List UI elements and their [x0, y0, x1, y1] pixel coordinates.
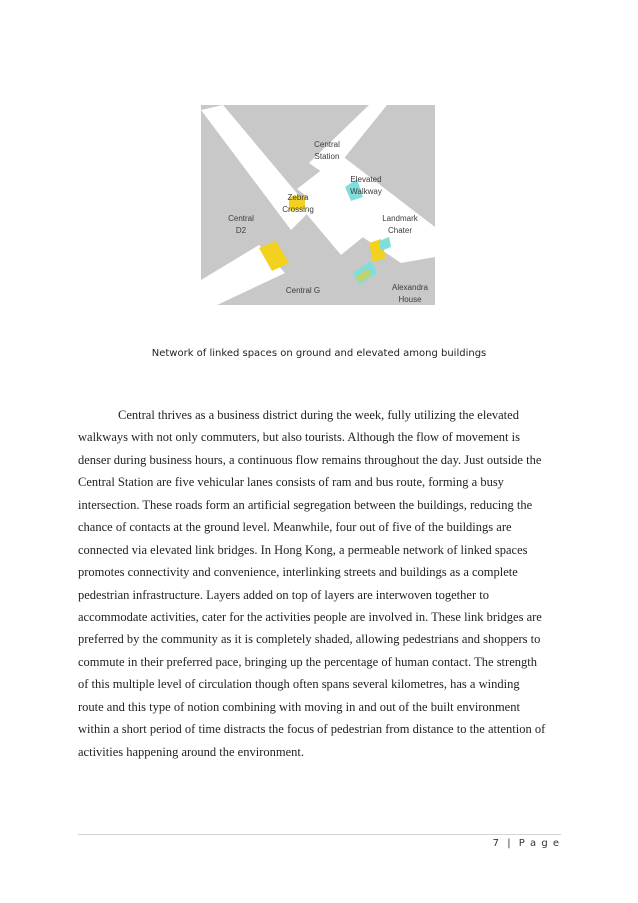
paragraph-line: commute in their preferred pace, bringing up the percentage of human contact. The strength [78, 654, 537, 669]
label-zebra-crossing [275, 192, 321, 216]
label-central-station-line1: Central [314, 140, 340, 149]
label-elevated-walkway-line2: Walkway [350, 187, 382, 196]
label-landmark-chater [377, 213, 423, 237]
paragraph-line: promotes connectivity and convenience, interlinking streets and buildings as a complete [78, 565, 518, 580]
paragraph-line: denser during business hours, a continuous flow remains throughout the day. Just outside the [78, 452, 542, 467]
label-alexandra-house [387, 282, 433, 305]
body-paragraph [78, 404, 568, 763]
paragraph-line: walkways with not only commuters, but also tourists. Although the flow of movement is [78, 430, 520, 445]
label-elevated-walkway-line1: Elevated [350, 175, 382, 184]
page-number: 7 [492, 838, 501, 849]
label-central-d2 [221, 213, 261, 237]
label-central-d2-line2: D2 [235, 226, 247, 235]
figure-caption: Network of linked spaces on ground and elevated among buildings [151, 348, 487, 359]
label-zebra-crossing-line2: Crossing [282, 205, 314, 214]
paragraph-line: connected via elevated link bridges. In Hong Kong, a permeable network of linked spaces [78, 542, 528, 557]
label-elevated-walkway [345, 174, 387, 198]
linked-spaces-diagram [201, 105, 435, 305]
footer-divider [78, 834, 561, 835]
label-zebra-crossing-line1: Zebra [287, 193, 309, 202]
paragraph-line: of this multiple level of circulation though often spans several kilometres, has a winding [78, 677, 520, 692]
label-central-d2-line1: Central [228, 214, 254, 223]
paragraph-line: within a short period of time distracts the focus of pedestrian from distance to the attention of [78, 722, 546, 737]
label-central-station-line2: Station [314, 152, 340, 161]
page-word: P a g e [518, 838, 560, 849]
paragraph-line: activities happening around the environment. [78, 744, 304, 759]
label-landmark-chater-line1: Landmark [382, 214, 418, 223]
paragraph-line: route and this type of notion combining with moving in and out of the built environment [78, 699, 520, 714]
label-landmark-chater-line2: Chater [387, 226, 412, 235]
paragraph-line: chance of contacts at the ground level. Meanwhile, four out of five of the buildings are [78, 520, 512, 535]
paragraph-line: pedestrian infrastructure. Layers added on top of layers are interwoven together to [78, 587, 489, 602]
label-central-g: Central G [285, 286, 321, 295]
page-footer [493, 838, 560, 849]
paragraph-line: intersection. These roads form an artificial segregation between the buildings, reducing the [78, 497, 533, 512]
label-alexandra-house-line1: Alexandra [391, 283, 429, 292]
paragraph-line: preferred by the community as it is completely shaded, allowing pedestrians and shoppers to [78, 632, 541, 647]
label-alexandra-house-line2: House [398, 295, 422, 304]
footer-separator: | [507, 838, 512, 849]
label-central-station [305, 139, 349, 163]
paragraph-line: Central Station are five vehicular lanes consists of ram and bus route, forming a busy [78, 475, 504, 490]
paragraph-line: Central thrives as a business district during the week, fully utilizing the elevated [118, 408, 519, 422]
paragraph-line: accommodate activities, cater for the activities people are involved in. These link bridges are [78, 609, 542, 624]
